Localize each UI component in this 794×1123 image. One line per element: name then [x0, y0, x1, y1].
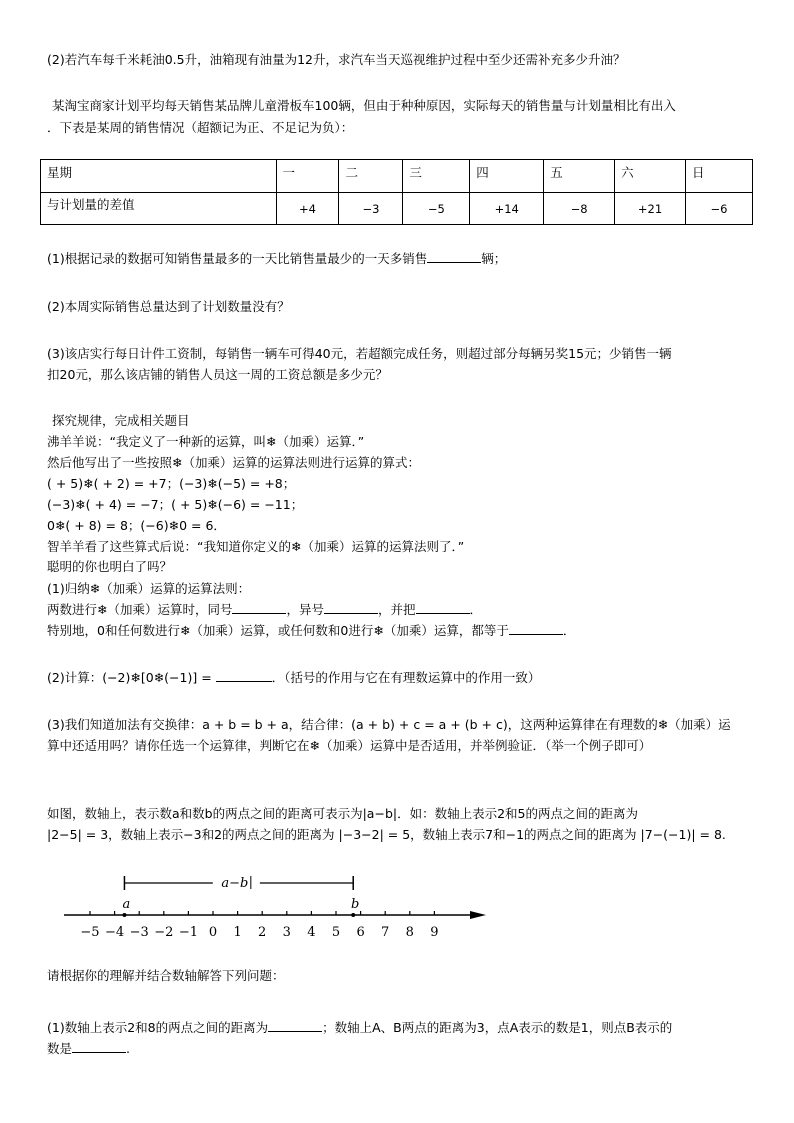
distance-label: a−b	[221, 876, 249, 891]
tick-label: 9	[430, 925, 439, 940]
number-line-figure	[60, 868, 490, 940]
formula-line: (−3)❄( + 4) = −7；( + 5)❄(−6) = −11；	[47, 497, 304, 512]
q1-text: (1)数轴上表示2和8的两点之间的距离为	[47, 1020, 269, 1035]
header-label-cell: 星期	[41, 160, 277, 193]
numline-prompt: 请根据你的理解并结合数轴解答下列问题：	[47, 968, 285, 983]
explore-q1-rule	[47, 601, 482, 619]
day-cell: 四	[470, 160, 544, 193]
explore-line: 然后他写出了一些按照❄（加乘）运算的运算法则进行运算的算式：	[47, 455, 420, 470]
answer-blank[interactable]	[72, 1040, 126, 1053]
table-row	[41, 193, 753, 225]
tick-label: 2	[258, 925, 267, 940]
rule-text: ，并把	[378, 602, 416, 617]
sales-table	[40, 159, 753, 225]
sales-q1-suffix: 辆；	[481, 251, 507, 266]
explore-line: 沸羊羊说：“我定义了一种新的运算，叫❄（加乘）运算．”	[47, 434, 365, 449]
point-b	[351, 913, 355, 917]
day-cell: 一	[276, 160, 339, 193]
tick-label: 8	[405, 925, 414, 940]
diff-cell: −5	[403, 193, 470, 225]
question-fuel: (2)若汽车每千米耗油0.5升，油箱现有油量为12升，求汽车当天巡视维护过程中至少还需补充多少升油？	[47, 52, 626, 67]
tick-label: −1	[178, 925, 198, 940]
table-header-row	[41, 160, 753, 193]
answer-blank[interactable]	[232, 601, 286, 614]
sales-q3-line2: 扣20元，那么该店铺的销售人员这一周的工资总额是多少元？	[47, 367, 388, 382]
diff-cell: +21	[615, 193, 686, 225]
tick-label: −4	[105, 925, 125, 940]
diff-cell: +4	[276, 193, 339, 225]
numline-intro-line1: 如图，数轴上，表示数a和数b的两点之间的距离可表示为|a−b|．如：数轴上表示2和5的两点之间的距离为	[47, 806, 638, 821]
diff-cell: −8	[544, 193, 615, 225]
tick-label: 4	[307, 925, 316, 940]
q1-text: 数是	[47, 1041, 73, 1056]
sales-intro-line1: 某淘宝商家计划平均每天销售某品牌儿童滑板车100辆，但由于种种原因，实际每天的销售量与计划量相比有出入	[52, 98, 676, 113]
q1-text: .	[126, 1041, 130, 1056]
numline-q1-line1	[47, 1019, 672, 1037]
day-cell: 日	[686, 160, 753, 193]
formula-line: ( + 5)❄( + 2) = +7；(−3)❄(−5) = +8；	[47, 476, 296, 491]
diff-cell: −6	[686, 193, 753, 225]
sales-q1	[47, 250, 506, 268]
row-label-cell: 与计划量的差值	[41, 193, 277, 225]
tick-label: 5	[331, 925, 341, 940]
explore-q1-title: (1)归纳❄（加乘）运算的运算法则：	[47, 581, 251, 596]
tick-label: 1	[233, 925, 242, 940]
rule-text: ．	[562, 623, 576, 638]
tick-label: 3	[282, 925, 291, 940]
explore-line: 聪明的你也明白了吗？	[47, 559, 173, 574]
rule-text: 特别地，0和任何数进行❄（加乘）运算，或任何数和0进行❄（加乘）运算，都等于	[47, 623, 509, 638]
day-cell: 五	[544, 160, 615, 193]
diff-cell: +14	[470, 193, 544, 225]
sales-intro-line2: ．下表是某周的销售情况（超额记为正、不足记为负）：	[47, 120, 354, 135]
tick-label: −2	[154, 925, 174, 940]
axis-arrow-icon	[470, 911, 486, 919]
q2-text: (2)计算：(−2)❄[0❄(−1)] =	[47, 670, 212, 685]
q2-text: ．（括号的作用与它在有理数运算中的作用一致）	[271, 670, 541, 685]
rule-text: ．	[469, 602, 483, 617]
point-b-label: b	[351, 897, 360, 912]
sales-q3-line1: (3)该店实行每日计件工资制，每销售一辆车可得40元，若超额完成任务，则超过部分每辆另奖15元；少销售一辆	[47, 346, 672, 361]
explore-q3-line2: 算中还适用吗？请你任选一个运算律，判断它在❄（加乘）运算中是否适用，并举例验证．（举一个例子即可）	[47, 738, 652, 753]
answer-blank[interactable]	[268, 1019, 322, 1032]
numline-intro-line2: |2−5| = 3，数轴上表示−3和2的两点之间的距离为 |−3−2| = 5，数轴上表示7和−1的两点之间的距离为 |7−(−1)| = 8.	[47, 827, 726, 842]
day-cell: 六	[615, 160, 686, 193]
answer-blank[interactable]	[324, 601, 378, 614]
tick-label: 6	[356, 925, 365, 940]
explore-line: 智羊羊看了这些算式后说：“我知道你定义的❄（加乘）运算的运算法则了．”	[47, 539, 465, 554]
point-a	[122, 913, 126, 917]
sales-q1-text: (1)根据记录的数据可知销售量最多的一天比销售量最少的一天多销售	[47, 251, 428, 266]
answer-blank[interactable]	[509, 622, 563, 635]
explore-q1-special	[47, 622, 575, 640]
rule-text: 两数进行❄（加乘）运算时，同号	[47, 602, 233, 617]
formula-line: 0❄( + 8) = 8；(−6)❄0 = 6．	[47, 518, 226, 533]
tick-label: −5	[80, 925, 100, 940]
numline-q1-line2	[47, 1040, 130, 1058]
diff-cell: −3	[339, 193, 403, 225]
answer-blank[interactable]	[427, 250, 481, 263]
q1-text: ；数轴上A、B两点的距离为3，点A表示的数是1，则点B表示的	[322, 1020, 673, 1035]
rule-text: ，异号	[286, 602, 324, 617]
day-cell: 三	[403, 160, 470, 193]
tick-label: 7	[381, 925, 390, 940]
sales-q2: (2)本周实际销售总量达到了计划数量没有？	[47, 299, 290, 314]
day-cell: 二	[339, 160, 403, 193]
explore-title: 探究规律，完成相关题目	[52, 413, 190, 428]
answer-blank[interactable]	[216, 669, 272, 682]
explore-q2	[47, 669, 540, 687]
point-a-label: a	[122, 897, 131, 912]
answer-blank[interactable]	[416, 601, 470, 614]
tick-label: −3	[129, 925, 149, 940]
tick-label: 0	[208, 925, 218, 940]
explore-q3-line1: (3)我们知道加法有交换律：a + b = b + a，结合律：(a + b) + c = a + (b + c)，这两种运算律在有理数的❄（加乘）运	[47, 717, 731, 732]
